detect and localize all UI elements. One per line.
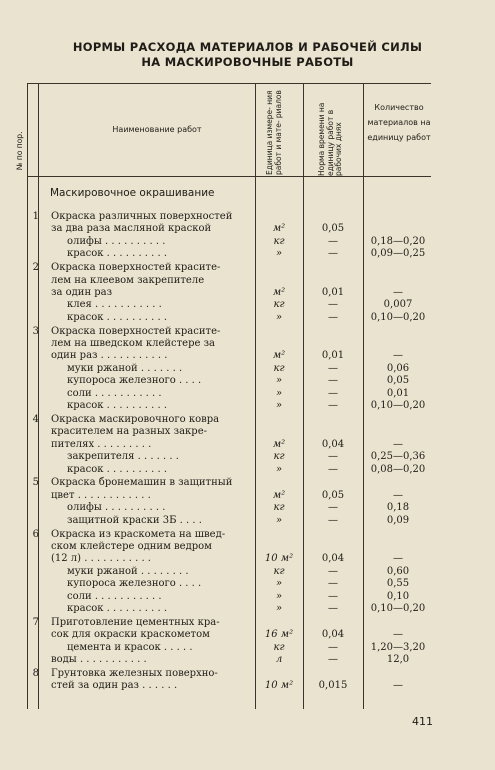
table-row — [27, 451, 431, 463]
quantity-cell: — — [393, 438, 403, 450]
unit-cell: » — [275, 590, 283, 602]
table-row — [27, 566, 431, 578]
work-name: олифы . . . . . . . . . . — [67, 502, 166, 514]
header-qty: Количество материалов на единицу работ — [367, 103, 431, 142]
table-row — [27, 617, 431, 629]
table-row — [27, 553, 431, 565]
unit-cell: 10 м² — [264, 553, 294, 565]
work-name: (12 л) . . . . . . . . . . . — [51, 553, 151, 565]
table-row — [27, 629, 431, 641]
unit-cell: кг — [273, 502, 285, 514]
unit-cell: м² — [272, 223, 286, 235]
item-number: 7 — [32, 616, 39, 628]
table-row — [27, 502, 431, 514]
table-row — [27, 591, 431, 603]
unit-cell: » — [275, 578, 283, 590]
unit-cell: кг — [273, 451, 285, 463]
unit-cell: 10 м² — [264, 680, 294, 692]
norm-cell: — — [328, 602, 338, 614]
work-name: Окраска различных поверхностей — [51, 211, 233, 222]
table-row — [27, 388, 431, 400]
unit-cell: л — [275, 654, 283, 665]
norm-cell: — — [328, 400, 338, 411]
page-number: 411 — [412, 715, 433, 728]
table-row — [27, 312, 431, 324]
work-name: красителем на разных закре- — [51, 426, 207, 438]
table-row — [27, 439, 431, 451]
table-row — [27, 262, 431, 274]
quantity-cell: 0,10 — [386, 590, 410, 602]
header-work: Наименование работ — [112, 125, 202, 134]
work-name: купороса железного . . . . — [67, 578, 202, 590]
table-top-border — [27, 83, 431, 84]
unit-cell: » — [275, 463, 283, 475]
work-name: олифы . . . . . . . . . . — [67, 235, 166, 247]
item-number: 1 — [32, 211, 39, 222]
table-row — [27, 287, 431, 299]
quantity-cell: — — [393, 286, 403, 298]
work-name: за два раза масляной краской — [51, 223, 212, 235]
quantity-cell: 0,007 — [383, 299, 413, 311]
work-name: красок . . . . . . . . . . — [67, 400, 168, 411]
work-name: Грунтовка железных поверхно- — [51, 667, 218, 679]
norm-cell: — — [328, 578, 338, 590]
work-name: лем на клеевом закрепителе — [51, 274, 205, 286]
unit-cell: » — [275, 514, 283, 526]
unit-cell: м² — [272, 489, 286, 501]
unit-cell: 16 м² — [264, 629, 294, 641]
unit-cell: м² — [272, 350, 286, 362]
work-name: красок . . . . . . . . . . — [67, 248, 168, 260]
work-name: Приготовление цементных кра- — [51, 616, 220, 628]
work-name: стей за один раз . . . . . . — [51, 680, 178, 692]
unit-cell: » — [275, 311, 283, 323]
work-name: красок . . . . . . . . . . — [67, 463, 168, 475]
quantity-cell: 0,08—0,20 — [370, 463, 426, 475]
header-num: № по пор. — [14, 131, 24, 171]
quantity-cell: — — [393, 489, 403, 501]
item-number: 3 — [32, 325, 39, 337]
work-name: закрепителя . . . . . . . — [67, 451, 179, 463]
item-number: 8 — [32, 667, 39, 679]
work-name: красок . . . . . . . . . . — [67, 602, 168, 614]
item-number: 2 — [32, 262, 39, 274]
work-name: Окраска маскировочного ковра — [51, 413, 220, 425]
table-row — [27, 375, 431, 387]
quantity-cell: 0,18 — [386, 502, 410, 514]
work-name: клея . . . . . . . . . . . — [67, 299, 162, 311]
title-line-2: НА МАСКИРОВОЧНЫЕ РАБОТЫ — [141, 55, 354, 69]
table-row — [27, 477, 431, 489]
quantity-cell: — — [393, 680, 403, 692]
table-row — [27, 275, 431, 287]
work-name: пителях . . . . . . . . . — [51, 438, 152, 450]
norm-cell: 0,01 — [321, 350, 345, 362]
work-name: защитной краски 3Б . . . . — [67, 514, 202, 526]
norm-cell: — — [328, 502, 338, 514]
table-row — [27, 603, 431, 615]
quantity-cell: 0,25—0,36 — [370, 451, 426, 463]
work-name: Окраска поверхностей красите- — [51, 262, 221, 274]
table-row — [27, 668, 431, 680]
quantity-cell: 0,06 — [386, 362, 410, 374]
table-row — [27, 529, 431, 541]
norm-cell: — — [328, 590, 338, 602]
unit-cell: » — [275, 375, 283, 387]
norm-cell: 0,05 — [321, 489, 345, 501]
table-row — [27, 211, 431, 223]
quantity-cell: 1,20—3,20 — [370, 641, 426, 653]
quantity-cell: 0,05 — [386, 375, 410, 387]
work-name: муки ржаной . . . . . . . — [67, 362, 183, 374]
work-name: соли . . . . . . . . . . . — [67, 387, 162, 399]
unit-cell: » — [275, 387, 283, 399]
quantity-cell: — — [393, 553, 403, 565]
quantity-cell: 0,18—0,20 — [370, 235, 426, 247]
norm-cell: — — [328, 248, 338, 260]
table-row — [27, 426, 431, 438]
item-number: 5 — [32, 477, 39, 489]
table-row — [27, 248, 431, 260]
unit-cell: кг — [273, 565, 285, 577]
norm-cell: 0,04 — [321, 629, 345, 641]
work-name: цемента и красок . . . . . — [67, 641, 193, 653]
norm-cell: 0,04 — [321, 553, 345, 565]
header-bottom-border — [27, 176, 431, 177]
work-name: красок . . . . . . . . . . — [67, 311, 168, 323]
quantity-cell: 0,09—0,25 — [370, 248, 426, 260]
work-name: купороса железного . . . . — [67, 375, 202, 387]
quantity-cell: 0,10—0,20 — [370, 400, 426, 411]
unit-cell: кг — [273, 235, 285, 247]
unit-cell: кг — [273, 299, 285, 311]
title-line-1: НОРМЫ РАСХОДА МАТЕРИАЛОВ И РАБОЧЕЙ СИЛЫ — [72, 40, 423, 54]
table-row — [27, 338, 431, 350]
norm-cell: — — [328, 311, 338, 323]
item-number: 4 — [32, 413, 39, 425]
norm-cell: 0,015 — [318, 680, 348, 692]
quantity-cell: 0,10—0,20 — [370, 602, 426, 614]
unit-cell: кг — [273, 362, 285, 374]
work-name: один раз . . . . . . . . . . . — [51, 350, 168, 362]
norm-cell: — — [328, 654, 338, 665]
table-row — [27, 541, 431, 553]
norm-cell: — — [328, 375, 338, 387]
work-name: воды . . . . . . . . . . . — [51, 654, 147, 665]
table-row — [27, 326, 431, 338]
work-name: Окраска бронемашин в защитный — [51, 477, 233, 489]
quantity-cell: 0,01 — [386, 387, 410, 399]
quantity-cell: 0,60 — [386, 565, 410, 577]
work-name: цвет . . . . . . . . . . . . — [51, 489, 151, 501]
norm-cell: — — [328, 299, 338, 311]
quantity-cell: — — [393, 629, 403, 641]
norm-cell: — — [328, 362, 338, 374]
quantity-cell: 12,0 — [386, 654, 410, 665]
quantity-cell: — — [393, 350, 403, 362]
work-name: ском клейстере одним ведром — [51, 540, 212, 552]
norm-cell: — — [328, 463, 338, 475]
norm-cell: — — [328, 641, 338, 653]
section-title: Маскировочное окрашивание — [50, 187, 215, 199]
work-name: за один раз — [51, 286, 113, 298]
norm-cell: — — [328, 387, 338, 399]
norm-cell: — — [328, 514, 338, 526]
work-name: Окраска из краскомета на швед- — [51, 528, 226, 540]
norm-cell: — — [328, 451, 338, 463]
table-row — [27, 299, 431, 311]
unit-cell: кг — [273, 641, 285, 653]
quantity-cell: 0,10—0,20 — [370, 311, 426, 323]
work-name: муки ржаной . . . . . . . . — [67, 565, 189, 577]
table-row — [27, 414, 431, 426]
table-row — [27, 464, 431, 476]
work-name: лем на шведском клейстере за — [51, 338, 216, 349]
table-row — [27, 400, 431, 412]
table-row — [27, 363, 431, 375]
norm-cell: 0,05 — [321, 223, 345, 235]
table-row — [27, 490, 431, 502]
quantity-cell: 0,09 — [386, 514, 410, 526]
table-row — [27, 515, 431, 527]
table-row — [27, 578, 431, 590]
unit-cell: » — [275, 248, 283, 260]
table-row — [27, 654, 431, 666]
norm-cell: 0,04 — [321, 438, 345, 450]
work-name: сок для окраски краскометом — [51, 629, 210, 641]
quantity-cell: 0,55 — [386, 578, 410, 590]
unit-cell: » — [275, 602, 283, 614]
work-name: соли . . . . . . . . . . . — [67, 590, 162, 602]
table-row — [27, 680, 431, 692]
header-unit: Единица измере- ния работ и мате- риалов — [265, 90, 283, 175]
norm-cell: — — [328, 235, 338, 247]
norm-cell: — — [328, 565, 338, 577]
unit-cell: м² — [272, 438, 286, 450]
page-title — [0, 40, 495, 70]
table-row — [27, 236, 431, 248]
work-name: Окраска поверхностей красите- — [51, 325, 221, 337]
table-row — [27, 350, 431, 362]
norm-cell: 0,01 — [321, 286, 345, 298]
table-row — [27, 642, 431, 654]
item-number: 6 — [32, 528, 39, 540]
unit-cell: м² — [272, 286, 286, 298]
unit-cell: » — [275, 400, 283, 411]
table-row — [27, 223, 431, 235]
header-norm: Норма времени на единицу работ в рабочих днях — [317, 102, 343, 176]
